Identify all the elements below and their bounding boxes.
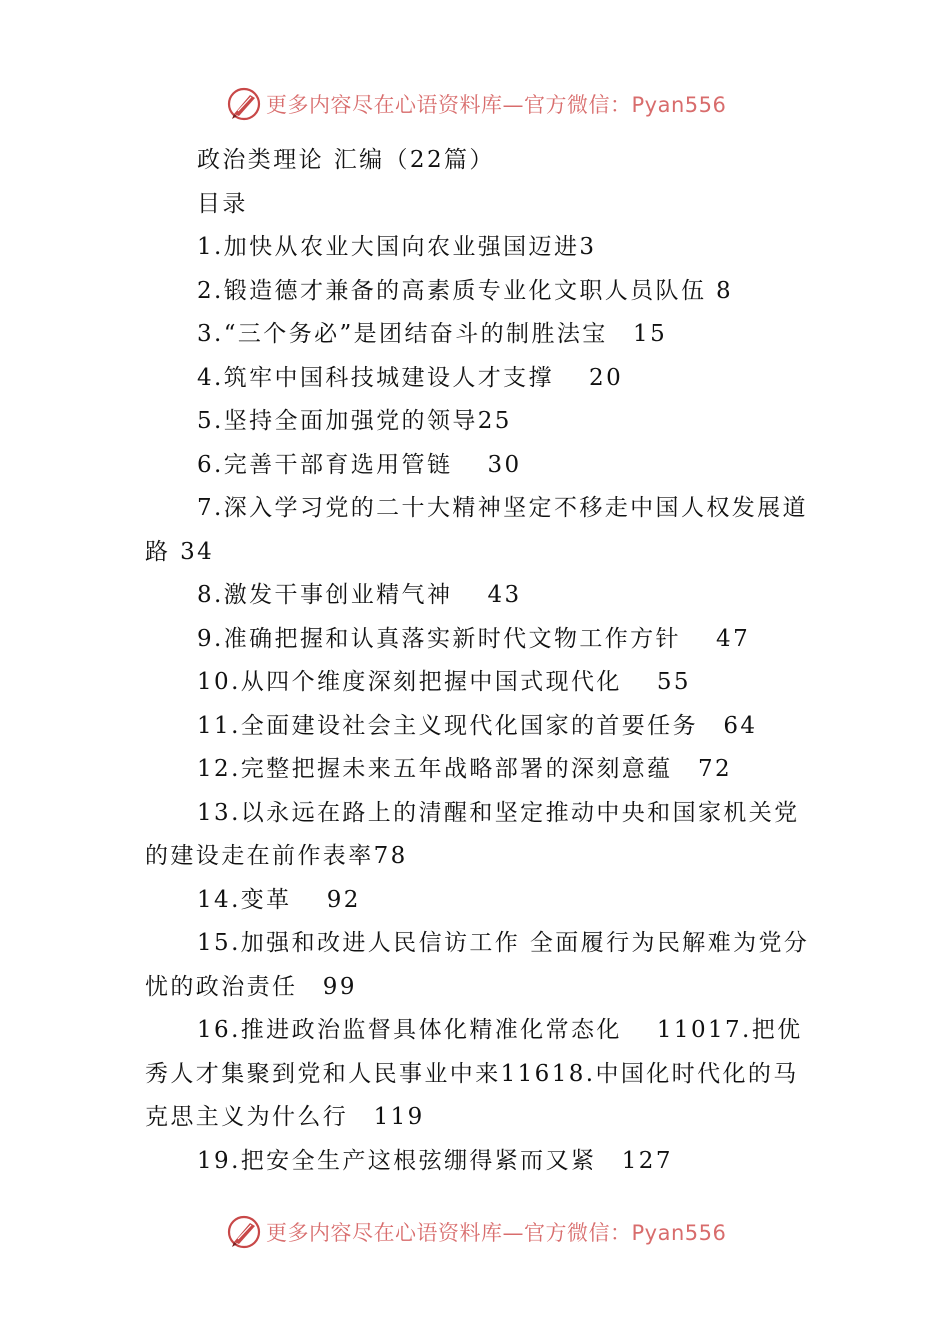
document-body (145, 139, 810, 1183)
banner-text: 更多内容尽在心语资料库—官方微信：Pyan556 (266, 93, 727, 117)
toc-entry: 12.完整把握未来五年战略部署的深刻意蕴 72 (197, 756, 733, 782)
document-title: 政治类理论 汇编（22篇） (197, 147, 495, 173)
toc-entry: 1.加快从农业大国向农业强国迈进3 (197, 234, 597, 260)
toc-entry: 16.推进政治监督具体化精准化常态化 11017.把优秀人才集聚到党和人民事业中来11618.中国化时代化的马克思主义为什么行 119 (145, 1017, 803, 1130)
toc-entry: 13.以永远在路上的清醒和坚定推动中央和国家机关党的建设走在前作表率78 (145, 799, 800, 869)
toc-entry: 11.全面建设社会主义现代化国家的首要任务 64 (197, 712, 758, 739)
toc-entry: 19.把安全生产这根弦绷得紧而又紧 127 (197, 1147, 673, 1174)
toc-entry: 6.完善干部育选用管链 30 (197, 451, 522, 478)
toc-entry: 3.“三个务必”是团结奋斗的制胜法宝 15 (197, 321, 668, 347)
toc-entry: 2.锻造德才兼备的高素质专业化文职人员队伍 8 (197, 277, 734, 304)
toc-entry: 9.准确把握和认真落实新时代文物工作方针 47 (197, 625, 751, 652)
toc-entry: 14.变革 92 (197, 886, 361, 913)
pen-nib-logo-icon (226, 1214, 262, 1250)
toc-entry: 10.从四个维度深刻把握中国式现代化 55 (197, 669, 691, 695)
toc-heading: 目录 (197, 190, 248, 217)
toc-entry: 8.激发干事创业精气神 43 (197, 582, 522, 608)
toc-entry: 7.深入学习党的二十大精神坚定不移走中国人权发展道路 34 (145, 495, 808, 565)
toc-entry: 5.坚持全面加强党的领导25 (197, 408, 512, 434)
pen-nib-logo-icon (226, 86, 262, 122)
footer-banner (226, 1212, 726, 1252)
toc-entry: 4.筑牢中国科技城建设人才支撑 20 (197, 364, 624, 391)
banner-text: 更多内容尽在心语资料库—官方微信：Pyan556 (266, 1221, 727, 1245)
header-banner (226, 84, 726, 124)
toc-entry: 15.加强和改进人民信访工作 全面履行为民解难为党分忧的政治责任 99 (145, 930, 810, 1000)
